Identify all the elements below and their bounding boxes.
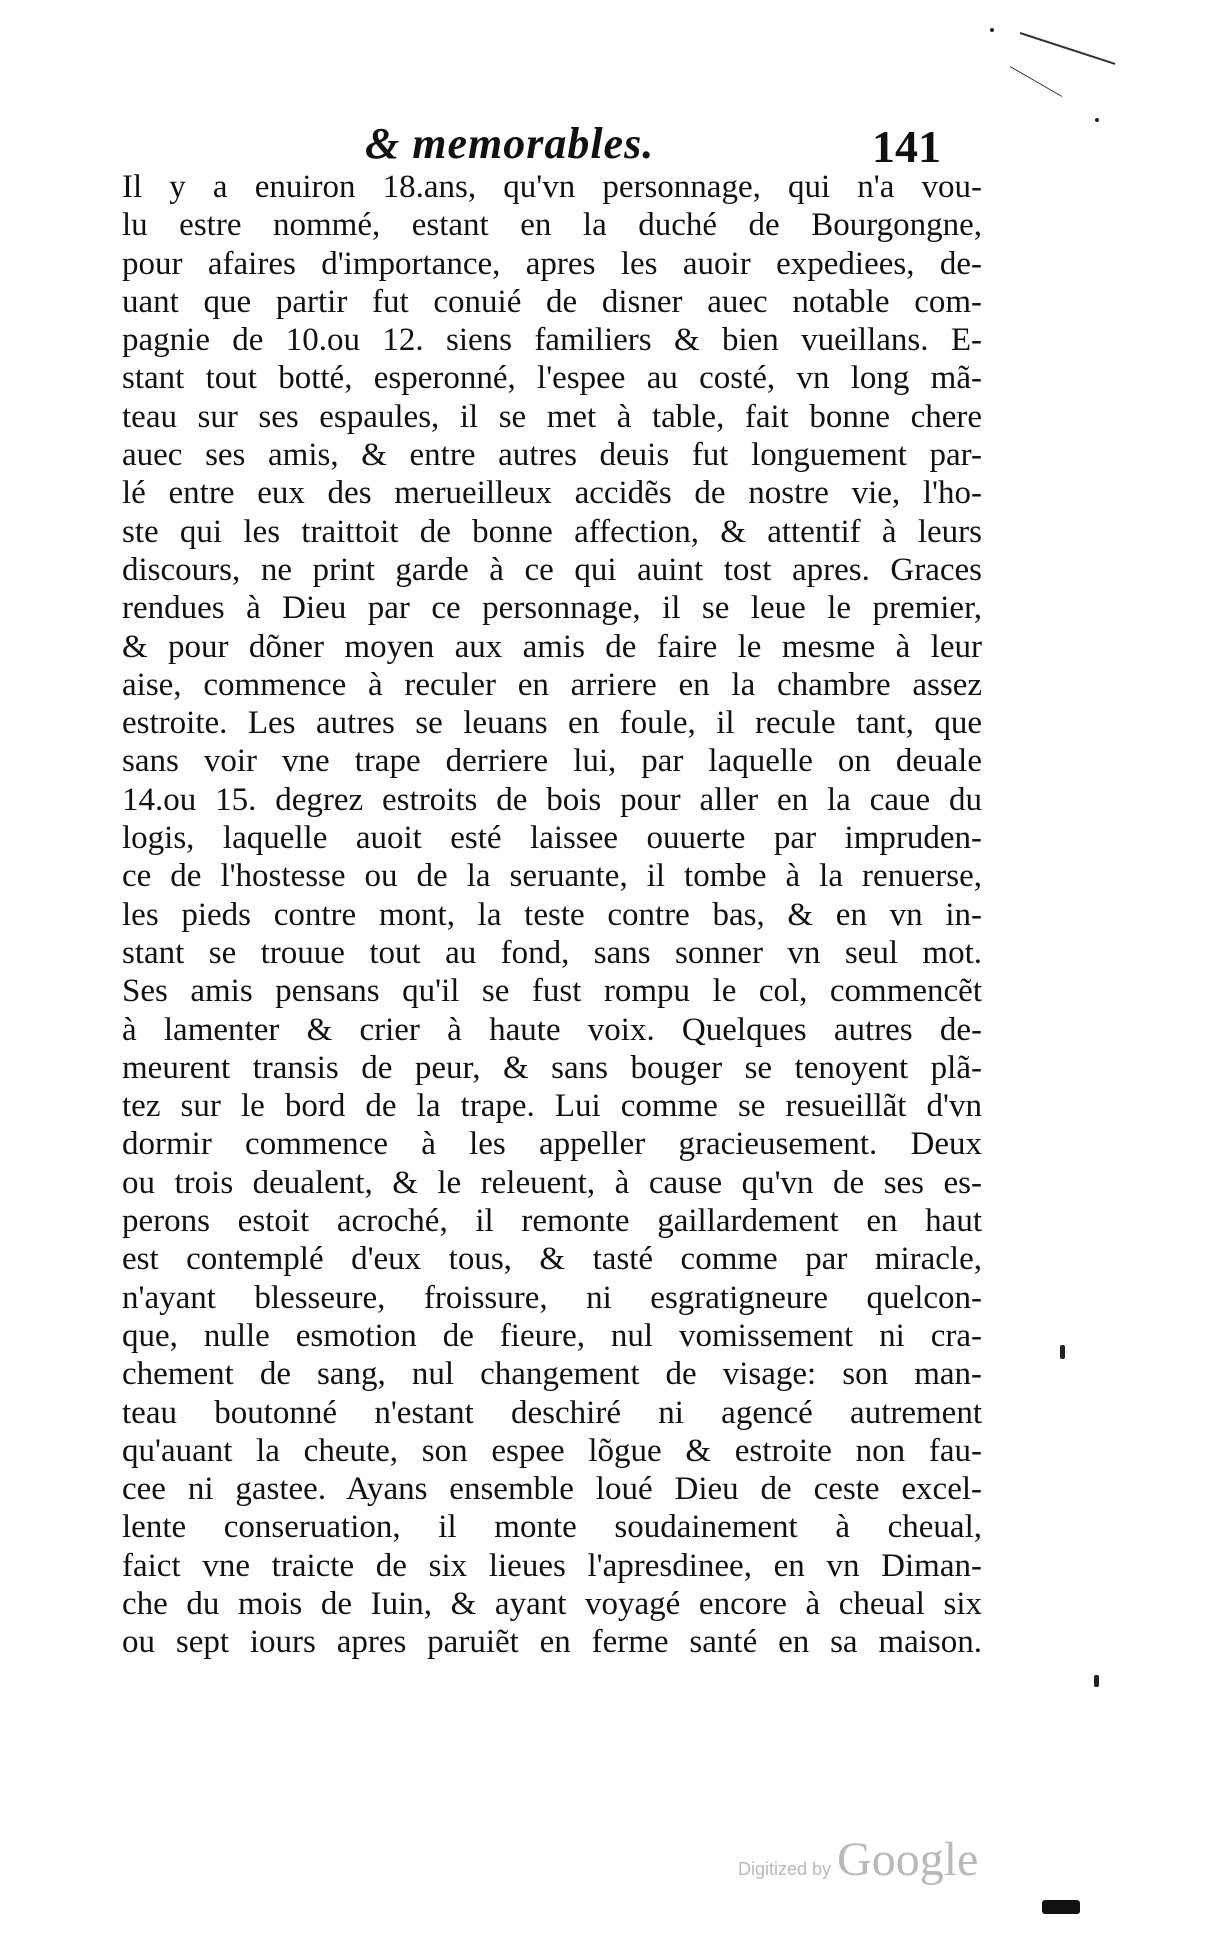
text-line: aise, commence à reculer en arriere en la chambre assez bbox=[122, 666, 982, 703]
text-line: auec ses amis, & entre autres deuis fut longuement par- bbox=[122, 437, 982, 474]
text-line: stant tout botté, esperonné, l'espee au costé, vn long mã- bbox=[122, 360, 982, 397]
text-line: lente conseruation, il monte soudainement à cheual, bbox=[122, 1509, 982, 1546]
text-line: tez sur le bord de la trape. Lui comme se resueillãt d'vn bbox=[122, 1088, 982, 1125]
text-line: discours, ne print garde à ce qui auint tost apres. Graces bbox=[122, 551, 982, 588]
scan-speck bbox=[1094, 1675, 1099, 1687]
scan-speck bbox=[1060, 1345, 1065, 1359]
digitization-watermark bbox=[738, 1832, 978, 1887]
text-line: dormir commence à les appeller gracieusement. Deux bbox=[122, 1126, 982, 1163]
text-line: que, nulle esmotion de fieure, nul vomissement ni cra- bbox=[122, 1317, 982, 1354]
text-line: qu'auant la cheute, son espee lõgue & estroite non fau- bbox=[122, 1432, 982, 1469]
text-line: Il y a enuiron 18.ans, qu'vn personnage, qui n'a vou- bbox=[122, 169, 982, 205]
scan-speck bbox=[1095, 118, 1099, 122]
text-line: teau sur ses espaules, il se met à table, fait bonne chere bbox=[122, 398, 982, 435]
scan-speck bbox=[990, 28, 994, 32]
text-line: cee ni gastee. Ayans ensemble loué Dieu de ceste excel- bbox=[122, 1471, 982, 1508]
text-line: teau boutonné n'estant deschiré ni agencé autrement bbox=[122, 1394, 982, 1431]
page-number: 141 bbox=[872, 121, 941, 172]
body-text bbox=[122, 168, 982, 1662]
text-line: estroite. Les autres se leuans en foule, il recule tant, que bbox=[122, 705, 982, 742]
text-line: ou trois deualent, & le releuent, à cause qu'vn de ses es- bbox=[122, 1164, 982, 1201]
text-line: logis, laquelle auoit esté laissee ouuerte par impruden- bbox=[122, 820, 982, 857]
scan-scratch bbox=[1020, 32, 1116, 65]
text-line: chement de sang, nul changement de visage: son man- bbox=[122, 1356, 982, 1393]
text-line: meurent transis de peur, & sans bouger se tenoyent plã- bbox=[122, 1049, 982, 1086]
text-line: lé entre eux des merueilleux accidẽs de nostre vie, l'ho- bbox=[122, 475, 982, 512]
text-line: les pieds contre mont, la teste contre bas, & en vn in- bbox=[122, 896, 982, 933]
text-line: ou sept iours apres paruiẽt en ferme santé en sa maison. bbox=[122, 1624, 982, 1661]
running-title: & memorables. bbox=[365, 119, 655, 168]
text-line: est contemplé d'eux tous, & tasté comme par miracle, bbox=[122, 1241, 982, 1278]
text-line: rendues à Dieu par ce personnage, il se leue le premier, bbox=[122, 590, 982, 627]
text-line: sans voir vne trape derriere lui, par laquelle on deuale bbox=[122, 743, 982, 780]
text-line: perons estoit acroché, il remonte gaillardement en haut bbox=[122, 1203, 982, 1240]
text-line: n'ayant blesseure, froissure, ni esgratigneure quelcon- bbox=[122, 1279, 982, 1316]
text-line: ste qui les traittoit de bonne affection, & attentif à leurs bbox=[122, 513, 982, 550]
ink-blot bbox=[1042, 1900, 1080, 1914]
text-line: pagnie de 10.ou 12. siens familiers & bien vueillans. E- bbox=[122, 322, 982, 359]
text-line: che du mois de Iuin, & ayant voyagé encore à cheual six bbox=[122, 1585, 982, 1622]
watermark-prefix: Digitized by bbox=[738, 1859, 832, 1879]
text-line: uant que partir fut conuié de disner auec notable com- bbox=[122, 283, 982, 320]
text-line: & pour dõner moyen aux amis de faire le mesme à leur bbox=[122, 628, 982, 665]
scan-scratch bbox=[1010, 66, 1062, 97]
text-line: faict vne traicte de six lieues l'apresdinee, en vn Diman- bbox=[122, 1547, 982, 1584]
google-logo: Google bbox=[837, 1833, 979, 1886]
text-line: Ses amis pensans qu'il se fust rompu le col, commencẽt bbox=[122, 973, 982, 1010]
text-line: 14.ou 15. degrez estroits de bois pour aller en la caue du bbox=[122, 781, 982, 818]
text-line: ce de l'hostesse ou de la seruante, il tombe à la renuerse, bbox=[122, 858, 982, 895]
text-line: stant se trouue tout au fond, sans sonner vn seul mot. bbox=[122, 934, 982, 971]
text-line: lu estre nommé, estant en la duché de Bourgongne, bbox=[122, 207, 982, 244]
text-line: à lamenter & crier à haute voix. Quelques autres de- bbox=[122, 1011, 982, 1048]
text-line: pour afaires d'importance, apres les auoir expediees, de- bbox=[122, 245, 982, 282]
